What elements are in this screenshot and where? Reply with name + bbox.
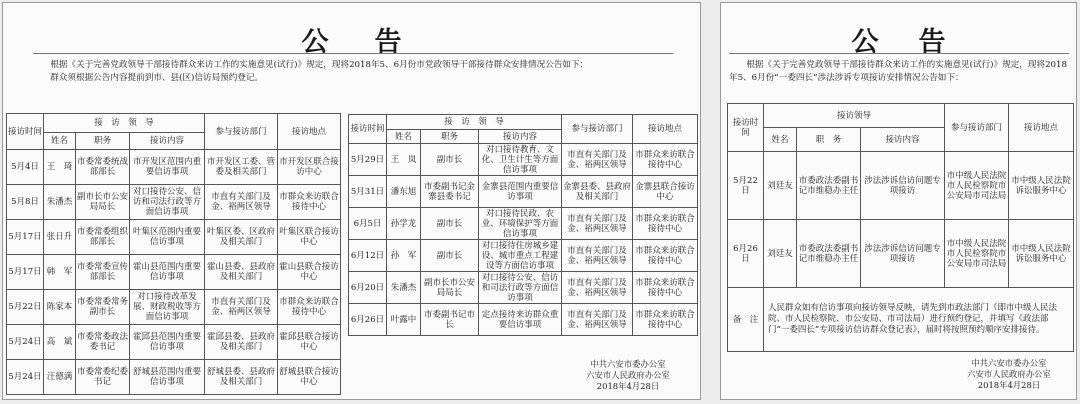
cell-place: 市群众来访联合接待中心 xyxy=(633,144,698,176)
cell-position: 市委副书记金寨县委书记 xyxy=(421,176,479,208)
intro xyxy=(33,59,673,84)
header-place: 接访地点 xyxy=(1009,104,1074,152)
table-row xyxy=(7,220,341,255)
notice-title: 公告 xyxy=(851,27,986,58)
cell-place: 叶集区联合接访中心 xyxy=(278,220,341,255)
schedule-table-2 xyxy=(348,114,698,336)
cell-place: 市中级人民法院诉讼服务中心 xyxy=(1009,152,1074,220)
header-dept: 参与接访部门 xyxy=(945,104,1009,152)
cell-name: 韩 军 xyxy=(44,255,76,290)
header-position: 职 务 xyxy=(797,128,861,152)
table-row xyxy=(7,325,341,360)
cell-date: 5月8日 xyxy=(7,185,44,220)
header-name: 姓名 xyxy=(44,133,76,150)
cell-content: 涉法涉诉信访问题专项接访 xyxy=(861,220,945,288)
signature-line: 中共六安市委办公室 xyxy=(590,359,666,369)
cell-name: 叶露中 xyxy=(387,304,421,336)
table-row xyxy=(7,185,341,220)
table-row xyxy=(349,240,698,272)
signature-line: 六安市人民政府办公室 xyxy=(586,370,670,380)
header-position: 职务 xyxy=(76,133,130,150)
cell-dept: 市开发区工委、管委及相关部门 xyxy=(205,150,278,185)
cell-position: 副市长市公安局局长 xyxy=(76,185,130,220)
cell-place: 市群众来访联合接待中心 xyxy=(633,272,698,304)
cell-position: 市委常委政法委书记 xyxy=(76,325,130,360)
cell-content: 涉法涉诉信访问题专项接访 xyxy=(861,152,945,220)
cell-date: 6月5日 xyxy=(349,208,387,240)
cell-name: 汪德满 xyxy=(44,360,76,395)
cell-name: 王 琦 xyxy=(44,150,76,185)
cell-content: 霍山县范围内重要信访事项 xyxy=(130,255,205,290)
cell-position: 市委常委宣传部部长 xyxy=(76,255,130,290)
cell-dept: 市直有关部门及金、裕两区领导 xyxy=(205,185,278,220)
signature-date: 2018年4月28日 xyxy=(977,380,1041,390)
intro-paragraph: 群众须根据公告内容提前到市、县(区)信访局预约登记。 xyxy=(50,72,264,83)
schedule-table-1 xyxy=(6,113,341,395)
cell-position: 副市长 xyxy=(421,208,479,240)
table-row xyxy=(7,255,341,290)
cell-date: 5月22日 xyxy=(7,290,44,325)
cell-content: 市开发区范围内重要信访事项 xyxy=(130,150,205,185)
cell-position: 市委常委组织部部长 xyxy=(76,220,130,255)
cell-content: 舒城县范围内重要信访事项 xyxy=(130,360,205,395)
cell-name: 孙学龙 xyxy=(387,208,421,240)
header-position: 职务 xyxy=(421,130,479,144)
header-leader: 接访领导 xyxy=(764,104,945,128)
cell-dept: 市直有关部门及金、裕两区领导 xyxy=(562,208,633,240)
table-row xyxy=(349,304,698,336)
signature-date: 2018年4月28日 xyxy=(596,381,660,391)
cell-place: 市群众来访联合接待中心 xyxy=(633,240,698,272)
cell-dept: 市中级人民法院市人民检察院市公安局市司法局 xyxy=(945,152,1009,220)
intro-paragraph: 根据《关于完善党政领导干部接待群众来访工作的实施意见(试行)》规定，现将2018年5、6月份“一委四长”涉法涉诉专项接访安排情况公告如下： xyxy=(729,60,1067,83)
signature xyxy=(949,358,1069,391)
cell-place: 霍邱县联合接访中心 xyxy=(278,325,341,360)
notice-title: 公告 xyxy=(301,27,448,58)
cell-content: 对口接待民政、农业、环境保护等方面信访事项 xyxy=(479,208,562,240)
cell-position: 副市长市公安局局长 xyxy=(421,272,479,304)
header-leader: 接 访 领 导 xyxy=(44,114,205,133)
cell-place: 市群众来访联合接待中心 xyxy=(278,185,341,220)
cell-position: 市委副书记市长 xyxy=(421,304,479,336)
cell-content: 定点接待来访群众重要信访事项 xyxy=(479,304,562,336)
cell-content: 对口接待公安、信访和司法行政等方面信访事项 xyxy=(130,185,205,220)
header-content: 接访内容 xyxy=(479,130,562,144)
cell-dept: 霍邱县委、县政府及相关部门 xyxy=(205,325,278,360)
cell-date: 5月31日 xyxy=(349,176,387,208)
table-row xyxy=(728,152,1074,220)
table-row xyxy=(349,176,698,208)
cell-position: 市委常委常务副市长 xyxy=(76,290,130,325)
table-row xyxy=(349,272,698,304)
cell-place: 市群众来访联合接待中心 xyxy=(278,290,341,325)
cell-position: 市委常委统战部部长 xyxy=(76,150,130,185)
cell-dept: 市中级人民法院市人民检察院市公安局市司法局 xyxy=(945,220,1009,288)
header-leader: 接 访 领 导 xyxy=(387,115,562,130)
header-name: 姓名 xyxy=(387,130,421,144)
table-row xyxy=(7,360,341,395)
cell-name: 孙 军 xyxy=(387,240,421,272)
cell-dept: 市直有关部门及金、裕两区领导 xyxy=(205,290,278,325)
notice-right xyxy=(720,2,1077,400)
cell-name: 张日升 xyxy=(44,220,76,255)
cell-name: 王 岚 xyxy=(387,144,421,176)
signature-line: 中共六安市委办公室 xyxy=(971,358,1047,368)
remark-text: 人民群众如有信访事项向接访领导反映，请先到市政法部门（即市中级人民法院、市人民检察院、市公安局、市司法局）进行预约登记，并填写《政法部门“一委四长”专项接访信访群众登记表》，届时将按照预约顺序安排接待。 xyxy=(764,288,1074,352)
cell-dept: 叶集区委、区政府及相关部门 xyxy=(205,220,278,255)
intro xyxy=(729,59,1071,84)
cell-content: 霍邱县范围内重要信访事项 xyxy=(130,325,205,360)
cell-date: 6月20日 xyxy=(349,272,387,304)
table-row xyxy=(349,144,698,176)
cell-name: 刘廷友 xyxy=(764,220,797,288)
table-row xyxy=(728,220,1074,288)
cell-position: 副市长 xyxy=(421,240,479,272)
cell-place: 市中级人民法院诉讼服务中心 xyxy=(1009,220,1074,288)
cell-content: 叶集区范围内重要信访事项 xyxy=(130,220,205,255)
notice-left xyxy=(2,2,701,400)
cell-place: 市开发区联合接访中心 xyxy=(278,150,341,185)
signature-line: 六安市人民政府办公室 xyxy=(967,369,1051,379)
signature xyxy=(563,359,693,392)
schedule-table-3 xyxy=(727,103,1074,352)
intro-paragraph: 根据《关于完善党政领导干部接待群众来访工作的实施意见(试行)》规定，现将2018年5、6月份市党政领导干部接待群众安排情况公告如下： xyxy=(50,60,589,70)
cell-dept: 市直有关部门及金、裕两区领导 xyxy=(562,304,633,336)
cell-dept: 霍山县委、县政府及相关部门 xyxy=(205,255,278,290)
cell-place: 金寨县联合接访中心 xyxy=(633,176,698,208)
cell-content: 金寨县范围内重要信访事项 xyxy=(479,176,562,208)
cell-content: 对口接待改革发展、财政税收等方面信访事项 xyxy=(130,290,205,325)
cell-content: 对口接待公安、信访和司法行政等方面信访事项 xyxy=(479,272,562,304)
cell-content: 对口接待住房城乡建设、城市重点工程建设等方面信访事项 xyxy=(479,240,562,272)
header-time: 接访时间 xyxy=(728,104,764,152)
cell-place: 霍山县联合接访中心 xyxy=(278,255,341,290)
cell-position: 市委常委纪委书记 xyxy=(76,360,130,395)
header-dept: 参与接访部门 xyxy=(205,114,278,150)
cell-date: 5月22日 xyxy=(728,152,764,220)
header-time: 接访时间 xyxy=(7,114,44,150)
cell-name: 潘东旭 xyxy=(387,176,421,208)
cell-content: 对口接待教育、文化、卫生计生等方面信访事项 xyxy=(479,144,562,176)
table-row xyxy=(7,150,341,185)
cell-position: 市委政法委副书记市维稳办主任 xyxy=(797,220,861,288)
cell-date: 5月24日 xyxy=(7,360,44,395)
cell-dept: 舒城县委、县政府及相关部门 xyxy=(205,360,278,395)
header-place: 接访地点 xyxy=(633,115,698,144)
cell-name: 朱潘杰 xyxy=(387,272,421,304)
cell-dept: 金寨县委、县政府及相关部门 xyxy=(562,176,633,208)
cell-date: 5月4日 xyxy=(7,150,44,185)
cell-position: 市委政法委副书记市维稳办主任 xyxy=(797,152,861,220)
cell-name: 高 斌 xyxy=(44,325,76,360)
cell-date: 6月12日 xyxy=(349,240,387,272)
cell-dept: 市直有关部门及金、裕两区领导 xyxy=(562,272,633,304)
cell-place: 市群众来访联合接待中心 xyxy=(633,304,698,336)
title-rule xyxy=(729,53,1069,54)
table-row xyxy=(7,290,341,325)
cell-place: 舒城县联合接访中心 xyxy=(278,360,341,395)
cell-dept: 市直有关部门及金、裕两区领导 xyxy=(562,144,633,176)
title-rule xyxy=(33,53,673,54)
header-time: 接访时间 xyxy=(349,115,387,144)
cell-place: 市群众来访联合接待中心 xyxy=(633,208,698,240)
cell-date: 5月24日 xyxy=(7,325,44,360)
cell-date: 5月17日 xyxy=(7,220,44,255)
header-dept: 参与接访部门 xyxy=(562,115,633,144)
header-content: 接访内容 xyxy=(861,128,945,152)
cell-dept: 市直有关部门及金、裕两区领导 xyxy=(562,240,633,272)
table-row xyxy=(349,208,698,240)
cell-position: 副市长 xyxy=(421,144,479,176)
cell-date: 6月26日 xyxy=(349,304,387,336)
header-place: 接访地点 xyxy=(278,114,341,150)
cell-name: 刘廷友 xyxy=(764,152,797,220)
cell-name: 陈家本 xyxy=(44,290,76,325)
cell-name: 朱潘杰 xyxy=(44,185,76,220)
cell-date: 6月26日 xyxy=(728,220,764,288)
cell-date: 5月17日 xyxy=(7,255,44,290)
header-content: 接访内容 xyxy=(130,133,205,150)
header-name: 姓名 xyxy=(764,128,797,152)
remark-label: 备 注 xyxy=(728,288,764,352)
cell-date: 5月29日 xyxy=(349,144,387,176)
